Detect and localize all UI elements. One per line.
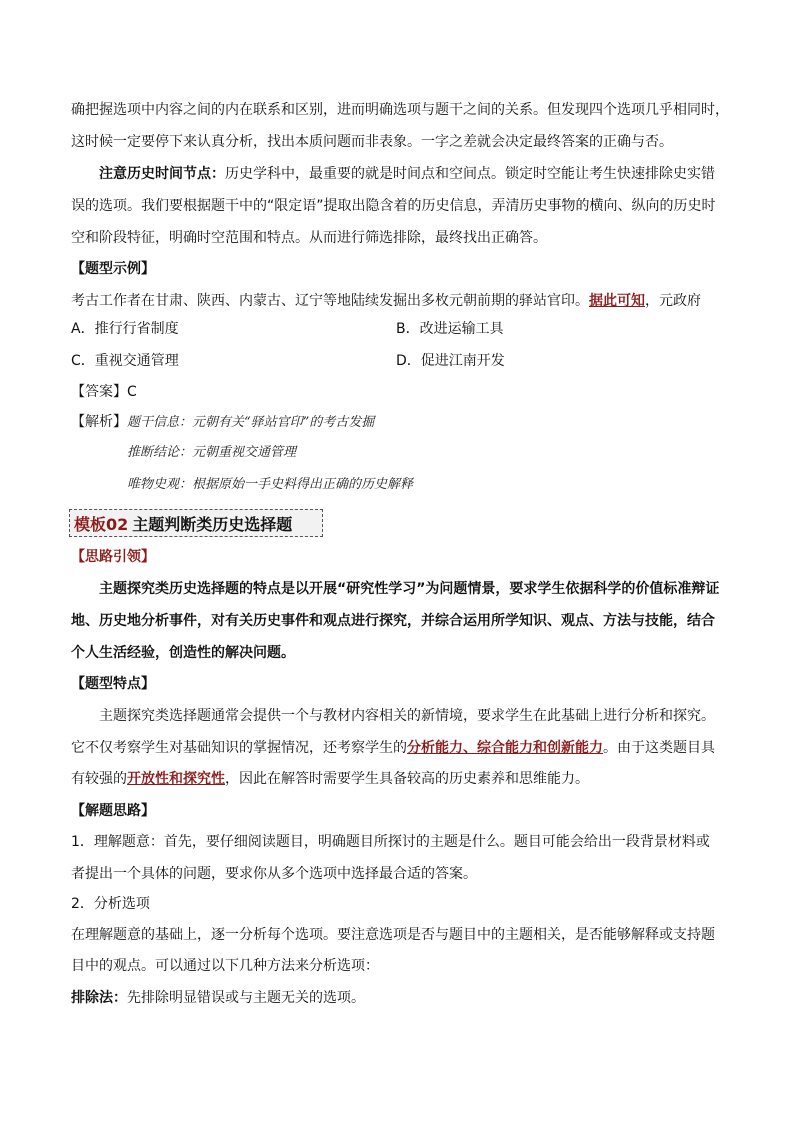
note-line-3: 空和阶段特征，明确时空范围和特点。从而进行筛选排除，最终找出正确答。 (71, 230, 547, 246)
example-stem-text: 考古工作者在甘肃、陕西、内蒙古、辽宁等地陆续发掘出多枚元朝前期的驿站官印。 (71, 293, 589, 309)
elimination-text: 先排除明显错误或与主题无关的选项。 (127, 990, 365, 1006)
approach-step-2-title: 2．分析选项 (71, 896, 150, 912)
example-stem-end: ，元政府 (645, 293, 701, 309)
features-line-1: 主题探究类选择题通常会提供一个与教材内容相关的新情境，要求学生在此基础上进行分析和探究。 (99, 708, 715, 724)
note-paragraph-line-1 (99, 158, 726, 190)
approach-step-2-line-1: 在理解题意的基础上，逐一分析每个选项。要注意选项是否与题目中的主题相关，是否能够解释或支持题 (71, 927, 715, 943)
example-label: 【题型示例】 (71, 261, 155, 277)
analysis-text-1: 题干信息：元朝有关“驿站官印”的考古发掘 (127, 415, 375, 430)
intro-line-2: 这时候一定要停下来认真分析，找出本质问题而非表象。一字之差就会决定最终答案的正确与否。 (71, 134, 673, 150)
approach-step-1-line-2: 者提出一个具体的问题，要求你从多个选项中选择最合适的答案。 (71, 866, 477, 882)
analysis-line-3: 唯物史观：根据原始一手史料得出正确的历史解释 (127, 477, 414, 492)
option-a: A．推行行省制度 (71, 321, 179, 337)
analysis-label: 【解析】 (71, 414, 127, 430)
guide-line-2: 地、历史地分析事件，对有关历史事件和观点进行探究，并综合运用所学知识、观点、方法与技能，结合 (71, 613, 715, 629)
guide-label: 【思路引领】 (71, 549, 155, 565)
guide-line-1: 主题探究类历史选择题的特点是以开展“研究性学习”为问题情景，要求学生依据科学的价值标准辩证 (99, 581, 720, 597)
features-line-2 (71, 732, 726, 764)
option-d: D．促进江南开发 (396, 353, 505, 369)
features-line-3-b: ，因此在解答时需要学生具备较高的历史素养和思维能力。 (225, 771, 589, 787)
approach-label: 【解题思路】 (71, 803, 155, 819)
features-line-2-b: 。由于这类题目具 (603, 740, 715, 756)
features-line-3 (71, 763, 726, 795)
features-label: 【题型特点】 (71, 676, 155, 692)
features-line-2-a: 它不仅考察学生对基础知识的掌握情况，还考察学生的 (71, 740, 407, 756)
elimination-label: 排除法： (71, 990, 127, 1006)
features-line-2-key: 分析能力、综合能力和创新能力 (407, 740, 603, 756)
template-title: 主题判断类历史选择题 (132, 514, 293, 534)
example-stem-key: 据此可知 (589, 293, 645, 309)
answer: 【答案】C (71, 384, 137, 400)
template-id: 模板02 (74, 514, 129, 534)
approach-step-2-line-2: 目中的观点。可以通过以下几种方法来分析选项： (71, 958, 379, 974)
note-heading: 注意历史时间节点： (99, 166, 225, 182)
analysis-line-2: 推断结论：元朝重视交通管理 (127, 445, 297, 460)
features-line-3-key: 开放性和探究性 (127, 771, 225, 787)
analysis-line-1 (71, 406, 726, 439)
option-c: C．重视交通管理 (71, 353, 179, 369)
note-line-2: 误的选项。我们要根据题干中的“限定语”提取出隐含着的历史信息，弄清历史事物的横向、纵向的历史时 (71, 198, 716, 214)
option-b: B．改进运输工具 (396, 321, 504, 337)
elimination-method (71, 982, 726, 1014)
approach-step-1-line-1: 1．理解题意：首先，要仔细阅读题目，明确题目所探讨的主题是什么。题目可能会给出一段背景材料或 (71, 834, 710, 850)
guide-line-3: 个人生活经验，创造性的解决问题。 (71, 645, 295, 661)
template-02-heading (69, 509, 323, 537)
intro-line-1: 确把握选项中内容之间的内在联系和区别，进而明确选项与题干之间的关系。但发现四个选项几乎相同时， (71, 102, 729, 118)
features-line-3-a: 有较强的 (71, 771, 127, 787)
note-line-1-text: 历史学科中，最重要的就是时间点和空间点。锁定时空能让考生快速排除史实错 (225, 166, 715, 182)
